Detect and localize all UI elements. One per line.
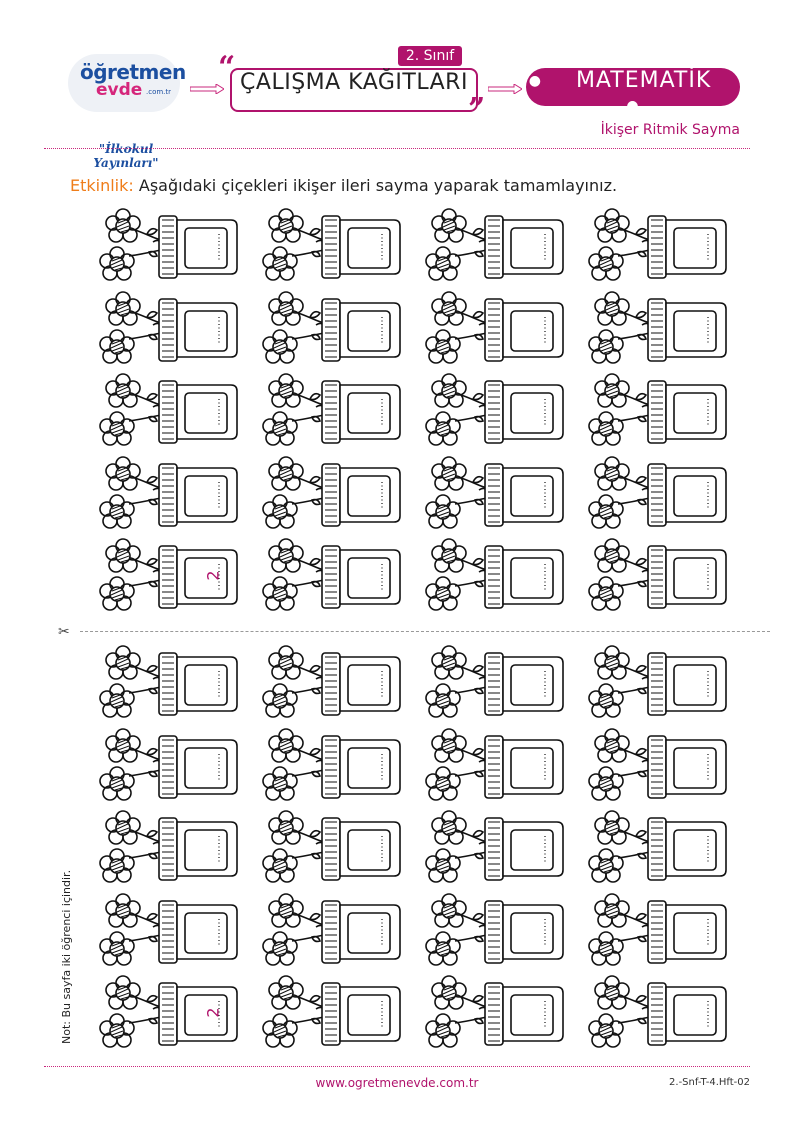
flower-vase <box>95 291 245 371</box>
flower-vase <box>584 893 734 973</box>
instruction-text: Aşağıdaki çiçekleri ikişer ileri sayma yaparak tamamlayınız. <box>138 176 618 195</box>
arrow-right-icon <box>190 84 224 94</box>
answer-blank[interactable] <box>511 228 553 268</box>
footer-url[interactable]: www.ogretmenevde.com.tr <box>315 1076 479 1090</box>
answer-blank[interactable] <box>674 476 716 516</box>
flower-vase <box>584 208 734 288</box>
answer-blank[interactable] <box>674 311 716 351</box>
answer-blank[interactable] <box>674 995 716 1035</box>
answer-blank[interactable] <box>674 748 716 788</box>
flower-vase <box>95 645 245 725</box>
answer-blank[interactable] <box>674 228 716 268</box>
flower-vase <box>258 728 408 808</box>
prefilled-number: 2 <box>203 570 223 581</box>
logo <box>62 48 190 170</box>
flower-vase <box>95 728 245 808</box>
footer-divider <box>44 1066 750 1067</box>
flower-vase <box>584 373 734 453</box>
flower-vase <box>95 373 245 453</box>
flower-vase <box>258 645 408 725</box>
bullet-icon: ● <box>528 73 542 89</box>
flower-vase <box>95 456 245 536</box>
cut-line <box>80 631 770 632</box>
answer-blank[interactable] <box>185 748 227 788</box>
flower-vase <box>584 810 734 890</box>
answer-blank[interactable] <box>511 311 553 351</box>
flower-vase <box>421 291 571 371</box>
flower-vase <box>258 291 408 371</box>
answer-blank[interactable] <box>348 393 390 433</box>
flower-vase <box>584 456 734 536</box>
flower-vase <box>584 291 734 371</box>
answer-blank[interactable] <box>348 558 390 598</box>
answer-blank[interactable] <box>674 558 716 598</box>
answer-blank[interactable] <box>185 311 227 351</box>
flower-vase <box>95 538 245 618</box>
answer-blank[interactable] <box>348 311 390 351</box>
answer-blank[interactable] <box>185 830 227 870</box>
answer-blank[interactable] <box>348 665 390 705</box>
answer-blank[interactable] <box>511 393 553 433</box>
flower-vase <box>421 373 571 453</box>
logo-suffix: .com.tr <box>146 88 172 96</box>
flower-vase <box>258 208 408 288</box>
flower-vase <box>258 456 408 536</box>
answer-blank[interactable] <box>185 913 227 953</box>
flower-vase <box>258 538 408 618</box>
flower-vase <box>95 975 245 1055</box>
answer-blank[interactable] <box>674 830 716 870</box>
flower-vase <box>584 728 734 808</box>
logo-tagline: "İlkokul Yayınları" <box>93 142 159 170</box>
answer-blank[interactable] <box>511 748 553 788</box>
subject-label: MATEMATİK <box>575 68 712 93</box>
answer-blank[interactable] <box>348 476 390 516</box>
flower-vase <box>421 538 571 618</box>
answer-blank[interactable] <box>348 748 390 788</box>
page-note: Not: Bu sayfa iki öğrenci içindir. <box>60 869 73 1044</box>
answer-blank[interactable] <box>511 830 553 870</box>
answer-blank[interactable] <box>185 228 227 268</box>
flower-vase <box>584 538 734 618</box>
header-divider <box>44 148 750 149</box>
flower-vase <box>258 810 408 890</box>
answer-blank[interactable] <box>185 476 227 516</box>
flower-vase <box>258 975 408 1055</box>
flower-vase <box>584 645 734 725</box>
flower-vase <box>584 975 734 1055</box>
answer-blank[interactable] <box>185 393 227 433</box>
answer-blank[interactable] <box>348 913 390 953</box>
grade-badge: 2. Sınıf <box>398 46 462 66</box>
flower-vase <box>421 645 571 725</box>
flower-vase <box>421 893 571 973</box>
flower-vase <box>95 893 245 973</box>
close-quote-mark: ” <box>468 92 486 127</box>
flower-vase <box>421 456 571 536</box>
open-quote-mark: “ <box>218 50 236 85</box>
flower-vase <box>421 975 571 1055</box>
flower-vase <box>421 810 571 890</box>
subject-badge <box>526 68 740 114</box>
instruction-label: Etkinlik: <box>70 176 134 195</box>
flower-vase <box>258 893 408 973</box>
answer-blank[interactable] <box>674 393 716 433</box>
answer-blank[interactable] <box>348 830 390 870</box>
topic-label: İkişer Ritmik Sayma <box>600 122 740 138</box>
answer-blank[interactable] <box>348 228 390 268</box>
scissors-icon: ✂ <box>58 624 70 640</box>
flower-vase <box>421 208 571 288</box>
logo-text-line1: öğretmen <box>80 60 186 84</box>
answer-blank[interactable] <box>185 665 227 705</box>
flower-vase <box>258 373 408 453</box>
answer-blank[interactable] <box>511 558 553 598</box>
bullet-icon: ● <box>626 98 640 114</box>
logo-text-line2: evde <box>96 80 143 100</box>
arrow-right-icon <box>488 84 522 94</box>
flower-vase <box>421 728 571 808</box>
flower-vase <box>95 208 245 288</box>
answer-blank[interactable] <box>674 665 716 705</box>
footer-code: 2.-Snf-T-4.Hft-02 <box>669 1077 750 1088</box>
page-title: ÇALIŞMA KAĞITLARI <box>230 68 478 112</box>
prefilled-number: 2 <box>203 1007 223 1018</box>
instruction <box>70 176 617 195</box>
answer-blank[interactable] <box>511 995 553 1035</box>
answer-blank[interactable] <box>511 913 553 953</box>
answer-blank[interactable] <box>348 995 390 1035</box>
answer-blank[interactable] <box>511 665 553 705</box>
answer-blank[interactable] <box>674 913 716 953</box>
flower-vase <box>95 810 245 890</box>
answer-blank[interactable] <box>511 476 553 516</box>
